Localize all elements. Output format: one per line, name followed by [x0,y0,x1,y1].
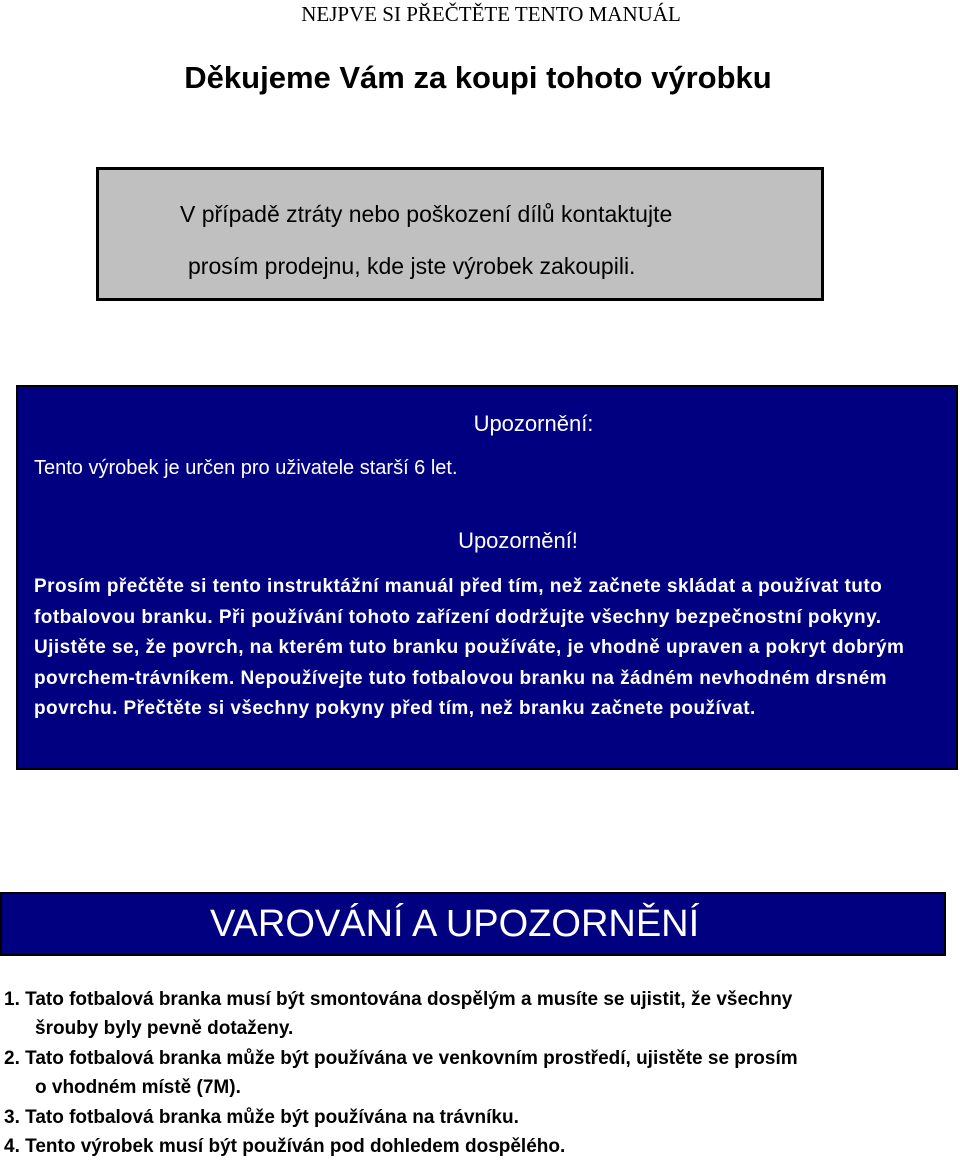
missing-parts-line-2: prosím prodejnu, kde jste výrobek zakoupili. [188,253,636,279]
manual-notice: NEJPVE SI PŘEČTĚTE TENTO MANUÁL [301,2,681,26]
list-item [4,1044,954,1103]
warning-text: 2. Tato fotbalová branka může být používána ve venkovním prostředí, ujistěte se prosím [4,1047,798,1069]
missing-parts-box [96,167,824,301]
caution-box [16,385,958,770]
thank-you-heading: Děkujeme Vám za koupi tohoto výrobku [184,60,772,95]
caution-paragraph: Prosím přečtěte si tento instruktážní manuál před tím, než začnete skládat a používat tuto fotbalovou branku. Při používání tohoto zařízení dodržujte všechny bezpečnostní pokyny. Ujistěte se, že povrch, na kterém tuto branku používáte, je vhodně upraven a pokryt dobrým povrchem-trávníkem. Nepoužívejte tuto fotbalovou branku na žádném nevhodném drsném povrchu. Přečtěte si všechny pokyny před tím, než branku začnete používat. [34,576,905,719]
caution-heading-2: Upozornění! [458,528,578,553]
warning-text: 3. Tato fotbalová branka může být používána na trávníku. [4,1106,519,1128]
list-item [4,985,954,1044]
warning-text: 1. Tato fotbalová branka musí být smontována dospělým a musíte se ujistit, že všechny [4,989,793,1010]
warnings-banner [0,892,946,956]
warnings-list [4,985,954,1161]
list-item [4,1132,954,1161]
warning-continuation: o vhodném místě (7M). [35,1077,241,1099]
caution-heading-1: Upozornění: [473,411,594,436]
list-item [4,1103,954,1132]
warnings-banner-title: VAROVÁNÍ A UPOZORNĚNÍ [210,903,700,945]
warning-text: 4. Tento výrobek musí být používán pod dohledem dospělého. [4,1136,566,1158]
age-requirement: Tento výrobek je určen pro uživatele starší 6 let. [34,457,458,479]
warning-continuation: šrouby byly pevně dotaženy. [35,1018,294,1040]
missing-parts-line-1: V případě ztráty nebo poškození dílů kontaktujte [180,201,673,227]
